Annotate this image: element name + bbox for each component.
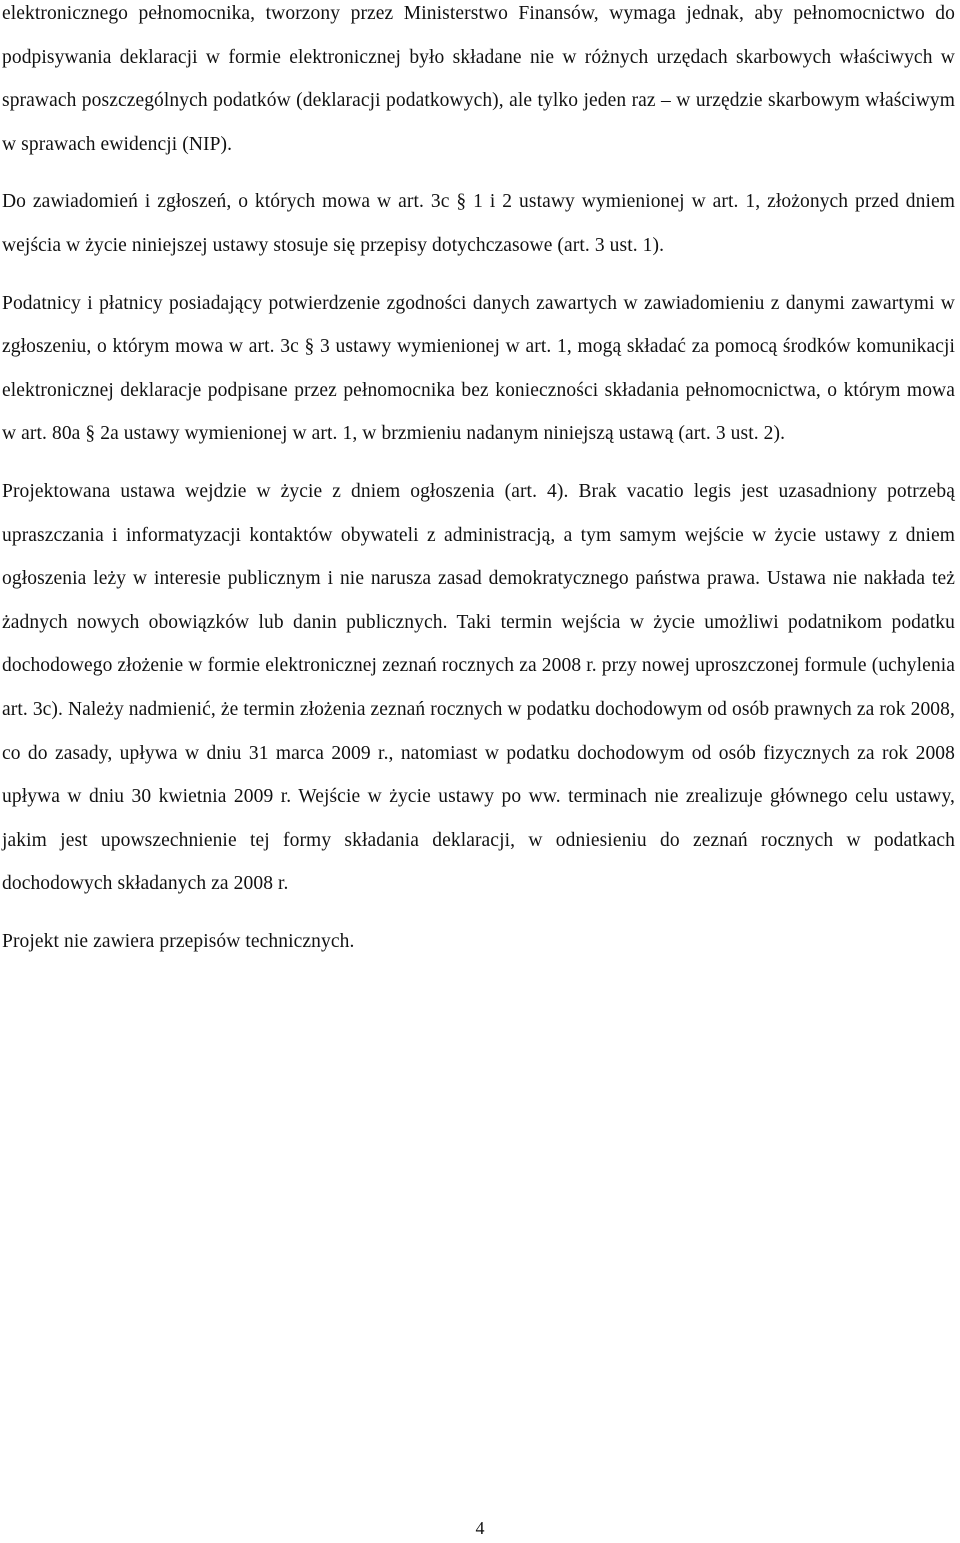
document-body	[2, 0, 955, 963]
paragraph-entry-into-force: Projektowana ustawa wejdzie w życie z dniem ogłoszenia (art. 4). Brak vacatio legis jest uzasadniony potrzebą upraszczania i informatyzacji kontaktów obywateli z administracją, a tym samym wejście w życie ustawy z dniem ogłoszenia leży w interesie publicznym i nie narusza zasad demokratycznego państwa prawa. Ustawa nie nakłada też żadnych nowych obowiązków lub danin publicznych. Taki termin wejścia w życie umożliwi podatnikom podatku dochodowego złożenie w formie elektronicznej zeznań rocznych za 2008 r. przy nowej uproszczonej formule (uchylenia art. 3c). Należy nadmienić, że termin złożenia zeznań rocznych w podatku dochodowym od osób prawnych za rok 2008, co do zasady, upływa w dniu 31 marca 2009 r., natomiast w podatku dochodowym od osób fizycznych za rok 2008 upływa w dniu 30 kwietnia 2009 r. Wejście w życie ustawy po ww. terminach nie zrealizuje głównego celu ustawy, jakim jest upowszechnienie tej formy składania deklaracji, w odniesieniu do zeznań rocznych w podatkach dochodowych składanych za 2008 r.	[2, 480, 955, 895]
paragraph-technical-provisions: Projekt nie zawiera przepisów technicznych.	[2, 930, 355, 952]
paragraph-electronic-proxy: elektronicznego pełnomocnika, tworzony przez Ministerstwo Finansów, wymaga jednak, aby pełnomocnictwo do podpisywania deklaracji w formie elektronicznej było składane nie w różnych urzędach skarbowych właściwych w sprawach poszczególnych podatków (deklaracji podatkowych), ale tylko jeden raz – w urzędzie skarbowym właściwym w sprawach ewidencji (NIP).	[2, 3, 955, 155]
page-number: 4	[475, 1518, 485, 1538]
paragraph-notifications: Do zawiadomień i zgłoszeń, o których mowa w art. 3c § 1 i 2 ustawy wymienionej w art. 1, złożonych przed dniem wejścia w życie niniejszej ustawy stosuje się przepisy dotychczasowe (art. 3 ust. 1).	[2, 191, 955, 256]
paragraph-taxpayers: Podatnicy i płatnicy posiadający potwierdzenie zgodności danych zawartych w zawiadomieniu z danymi zawartymi w zgłoszeniu, o którym mowa w art. 3c § 3 ustawy wymienionej w art. 1, mogą składać za pomocą środków komunikacji elektronicznej deklaracje podpisane przez pełnomocnika bez konieczności składania pełnomocnictwa, o którym mowa w art. 80a § 2a ustawy wymienionej w art. 1, w brzmieniu nadanym niniejszą ustawą (art. 3 ust. 2).	[2, 292, 955, 445]
